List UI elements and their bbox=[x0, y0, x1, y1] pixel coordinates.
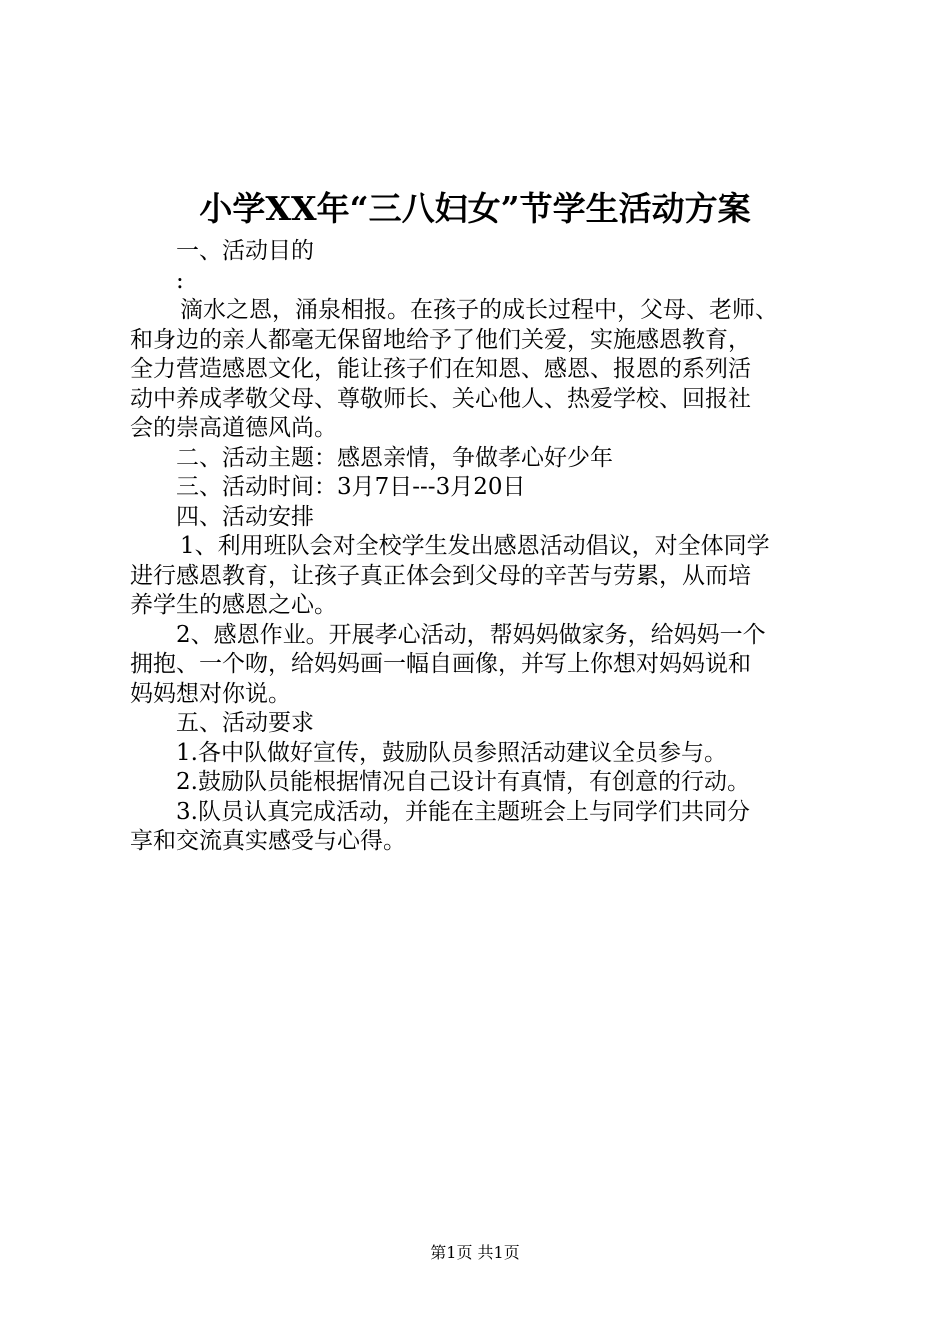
requirement-item-line: 3.队员认真完成活动，并能在主题班会上与同学们共同分 bbox=[176, 798, 750, 825]
arrangement-item-line: 拥抱、一个吻，给妈妈画一幅自画像，并写上你想对妈妈说和 bbox=[130, 651, 751, 677]
paragraph-line: 滴水之恩，涌泉相报。在孩子的成长过程中，父母、老师、 bbox=[180, 297, 778, 323]
arrangement-item-line: 养学生的感恩之心。 bbox=[130, 592, 337, 618]
arrangement-item-line: 妈妈想对你说。 bbox=[130, 680, 291, 707]
paragraph-line: 全力营造感恩文化，能让孩子们在知恩、感恩、报恩的系列活 bbox=[130, 356, 751, 382]
requirement-item-line: 享和交流真实感受与心得。 bbox=[130, 828, 406, 854]
document-title: 小学XX年“三八妇女”节学生活动方案 bbox=[199, 189, 751, 228]
arrangement-item-line: 2、感恩作业。开展孝心活动，帮妈妈做家务，给妈妈一个 bbox=[176, 621, 766, 648]
section-heading-requirements: 五、活动要求 bbox=[176, 710, 314, 736]
arrangement-item-line: 1、利用班队会对全校学生发出感恩活动倡议，对全体同学 bbox=[180, 533, 770, 559]
paragraph-line: 和身边的亲人都毫无保留地给予了他们关爱，实施感恩教育， bbox=[130, 326, 751, 353]
section-colon: : bbox=[176, 267, 184, 294]
section-time: 三、活动时间：3月7日---3月20日 bbox=[176, 474, 526, 500]
paragraph-line: 动中养成孝敬父母、尊敬师长、关心他人、热爱学校、回报社 bbox=[130, 385, 751, 412]
paragraph-line: 会的崇高道德风尚。 bbox=[130, 415, 337, 441]
section-theme: 二、活动主题：感恩亲情，争做孝心好少年 bbox=[176, 444, 613, 471]
document-body bbox=[130, 237, 830, 857]
requirement-item: 1.各中队做好宣传，鼓励队员参照活动建议全员参与。 bbox=[176, 739, 727, 766]
arrangement-item-line: 进行感恩教育，让孩子真正体会到父母的辛苦与劳累，从而培 bbox=[130, 562, 751, 589]
section-heading-purpose: 一、活动目的 bbox=[176, 238, 314, 264]
requirement-item: 2.鼓励队员能根据情况自己设计有真情，有创意的行动。 bbox=[176, 769, 750, 795]
section-heading-arrangement: 四、活动安排 bbox=[176, 503, 314, 530]
page-footer: 第1页 共1页 bbox=[430, 1243, 520, 1262]
